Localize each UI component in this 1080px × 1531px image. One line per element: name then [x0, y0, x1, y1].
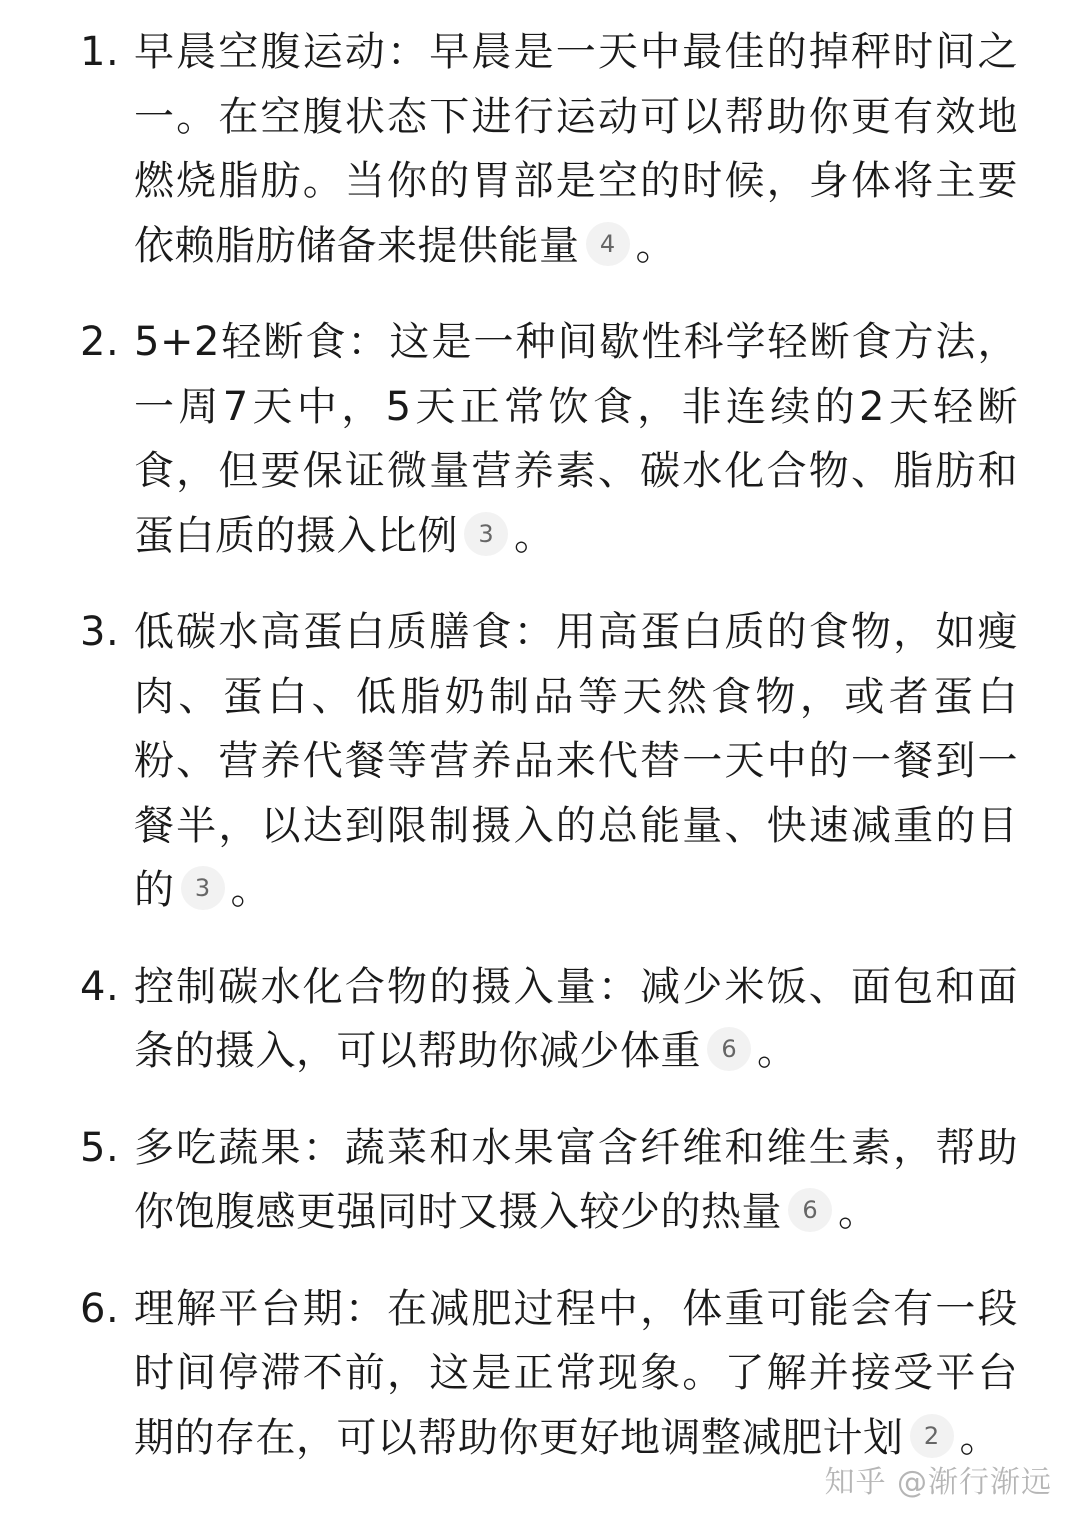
citation-badge[interactable]: 3 — [181, 866, 225, 910]
item-tail: 。 — [635, 222, 676, 269]
citation-badge[interactable]: 4 — [586, 222, 630, 266]
item-number: 1. — [80, 29, 120, 75]
citation-badge[interactable]: 6 — [788, 1188, 832, 1232]
item-title: 控制碳水化合物的摄入量： — [134, 963, 641, 1010]
list-item — [0, 600, 1080, 923]
watermark: 知乎 @渐行渐远 — [824, 1465, 1052, 1500]
item-body: 减少米饭、面包和面条的摄入，可以帮助你减少体重 — [134, 963, 1019, 1074]
item-body: 早晨是一天中最佳的掉秤时间之一。在空腹状态下进行运动可以帮助你更有效地燃烧脂肪。当你的胃部是空的时候，身体将主要依赖脂肪储备来提供能量 — [134, 29, 1019, 269]
list-item — [0, 310, 1080, 568]
item-body: 这是一种间歇性科学轻断食方法，一周7天中，5天正常饮食，非连续的2天轻断食，但要保证微量营养素、碳水化合物、脂肪和蛋白质的摄入比例 — [134, 319, 1018, 559]
item-title: 理解平台期： — [134, 1285, 388, 1332]
item-tail: 。 — [230, 867, 271, 913]
list-item — [0, 20, 1080, 278]
list-item — [0, 955, 1080, 1084]
item-title: 早晨空腹运动： — [134, 29, 430, 75]
item-title: 5+2轻断食： — [134, 319, 390, 365]
item-tail: 。 — [959, 1414, 1000, 1461]
citation-badge[interactable]: 6 — [707, 1027, 751, 1071]
item-number: 2. — [80, 319, 120, 365]
item-body: 在减肥过程中，体重可能会有一段时间停滞不前，这是正常现象。了解并接受平台期的存在，可以帮助你更好地调整减肥计划 — [134, 1285, 1019, 1461]
item-tail: 。 — [838, 1189, 879, 1235]
citation-badge[interactable]: 2 — [910, 1414, 954, 1458]
list-item — [0, 1277, 1080, 1471]
item-title: 多吃蔬果： — [134, 1124, 345, 1171]
item-number: 3. — [80, 609, 120, 655]
list-item — [0, 1116, 1080, 1245]
citation-badge[interactable]: 3 — [464, 512, 508, 556]
item-tail: 。 — [514, 512, 555, 559]
answer-list — [0, 20, 1080, 1502]
item-number: 5. — [80, 1124, 120, 1171]
item-body: 用高蛋白质的食物，如瘦肉、蛋白、低脂奶制品等天然食物，或者蛋白粉、营养代餐等营养品来代替一天中的一餐到一餐半，以达到限制摄入的总能量、快速减重的目的 — [134, 609, 1018, 913]
item-tail: 。 — [757, 1028, 798, 1074]
item-number: 6. — [80, 1285, 120, 1332]
item-title: 低碳水高蛋白质膳食： — [134, 609, 556, 655]
item-number: 4. — [80, 963, 120, 1010]
item-body: 蔬菜和水果富含纤维和维生素，帮助你饱腹感更强同时又摄入较少的热量 — [134, 1124, 1018, 1235]
